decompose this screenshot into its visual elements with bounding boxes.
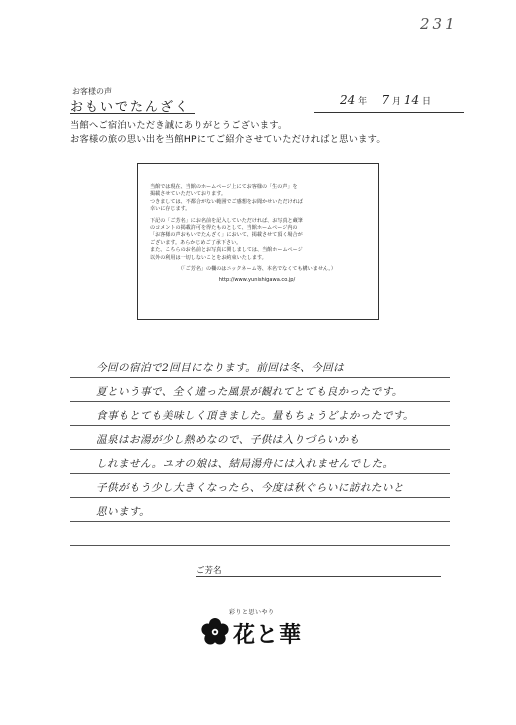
brand-logo-text: 花と華 <box>233 622 303 648</box>
notice-line: 当館では現在、当館のホームページ上にてお客様の「生の声」を <box>150 184 298 190</box>
date-day-unit: 日 <box>422 97 432 107</box>
comment-line <box>70 360 450 378</box>
notice-line: 以外の利用は一切しないことをお約束いたします。 <box>150 254 267 261</box>
page-title: おもいでたんざく <box>70 100 191 115</box>
title-underline <box>70 113 195 114</box>
date-day: 14 <box>403 93 420 107</box>
comment-text: 思います。 <box>96 506 151 518</box>
notice-line: ございます。あらかじめご了承下さい。 <box>150 239 242 246</box>
notice-line: つきましては、不都合がない範囲でご感想をお聞かせいただければ <box>150 198 303 205</box>
date-underline <box>314 112 464 113</box>
brand-tagline: 彩りと思いやり <box>229 609 275 616</box>
comment-text: 食事もとても美味しく頂きました。量もちょうどよかったです。 <box>96 410 414 422</box>
header-subtitle: お客様の声 <box>72 87 112 96</box>
comment-line <box>70 528 450 546</box>
notice-note: （「ご芳名」の欄のはニックネーム等、本名でなくても構いません。） <box>178 266 336 273</box>
notice-line: 掲載させていただいております。 <box>150 191 226 198</box>
comment-line <box>70 408 450 426</box>
date-field <box>340 93 460 111</box>
comment-line <box>70 480 450 498</box>
notice-line: 下記の「ご芳名」にお名前を記入していただければ、お写真と蔵筆 <box>150 217 303 224</box>
comment-text: 今回の宿泊で2回目になります。前回は冬、今回は <box>96 362 345 374</box>
notice-line: 幸いに存じます。 <box>150 206 191 213</box>
notice-box <box>137 163 379 320</box>
intro-line: 当館へご宿泊いただき誠にありがとうございます。 <box>70 120 288 131</box>
notice-line: 「お客様の声おもいでたんざく」において、掲載させて頂く場合が <box>150 232 303 239</box>
comment-text: しれません。ユオの娘は、結局湯舟には入れませんでした。 <box>96 458 394 470</box>
notice-line: また、こちらのお名前とお写真に関しましては、当館ホームページ <box>150 247 303 254</box>
date-month: 7 <box>381 93 390 107</box>
date-year: 24 <box>340 93 356 107</box>
flower-logo-icon <box>199 616 231 648</box>
name-field[interactable] <box>196 576 441 577</box>
page-number: 231 <box>420 15 458 33</box>
comment-text: 温泉はお湯が少し熱めなので、子供は入りづらいかも <box>96 434 360 446</box>
date-month-unit: 月 <box>392 97 402 107</box>
comment-line <box>70 432 450 450</box>
notice-line: のコメントの掲載許可を得たものとして、当館ホームページ内の <box>150 225 298 232</box>
comment-line <box>70 384 450 402</box>
intro-line: お客様の旅の思い出を当館HPにてご紹介させていただければと思います。 <box>70 134 386 145</box>
comment-text: 子供がもう少し大きくなったら、今度は秋ぐらいに訪れたいと <box>96 482 404 494</box>
notice-url: http://www.yunishigawa.co.jp/ <box>218 277 296 284</box>
comment-line <box>70 504 450 522</box>
comment-text: 夏という事で、全く違った風景が観れてとても良かったです。 <box>96 386 403 398</box>
date-year-unit: 年 <box>358 97 368 107</box>
name-label: ご芳名 <box>196 566 222 576</box>
comment-line <box>70 456 450 474</box>
